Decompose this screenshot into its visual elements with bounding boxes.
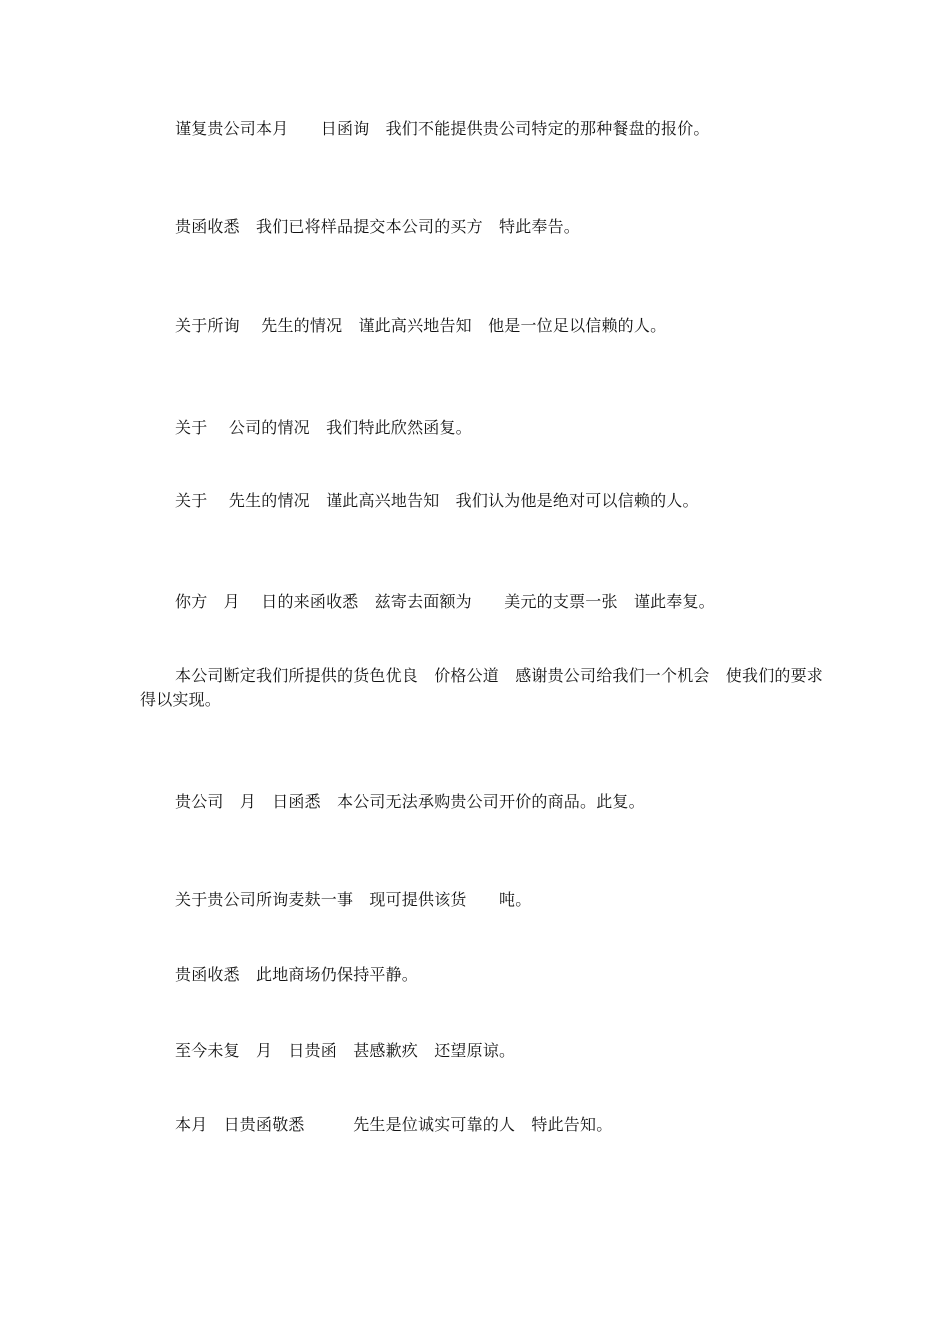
paragraph-4: 关于 公司的情况 我们特此欣然函复。 [175,418,472,437]
paragraph-9: 关于贵公司所询麦麸一事 现可提供该货 吨。 [175,890,532,909]
paragraph-2: 贵函收悉 我们已将样品提交本公司的买方 特此奉告。 [175,217,581,236]
paragraph-11: 至今未复 月 日贵函 甚感歉疚 还望原谅。 [175,1041,516,1060]
paragraph-12: 本月 日贵函敬悉 先生是位诚实可靠的人 特此告知。 [175,1115,613,1134]
paragraph-6: 你方 月 日的来函收悉 兹寄去面额为 美元的支票一张 谨此奉复。 [175,592,715,611]
paragraph-5: 关于 先生的情况 谨此高兴地告知 我们认为他是绝对可以信赖的人。 [175,491,699,510]
paragraph-8: 贵公司 月 日函悉 本公司无法承购贵公司开价的商品。此复。 [175,792,645,811]
paragraph-7: 本公司断定我们所提供的货色优良 价格公道 感谢贵公司给我们一个机会 使我们的要求得以实现。 [140,666,824,709]
paragraph-3: 关于所询 先生的情况 谨此高兴地告知 他是一位足以信赖的人。 [175,316,667,335]
paragraph-1: 谨复贵公司本月 日函询 我们不能提供贵公司特定的那种餐盘的报价。 [175,119,710,138]
paragraph-10: 贵函收悉 此地商场仍保持平静。 [175,965,419,984]
